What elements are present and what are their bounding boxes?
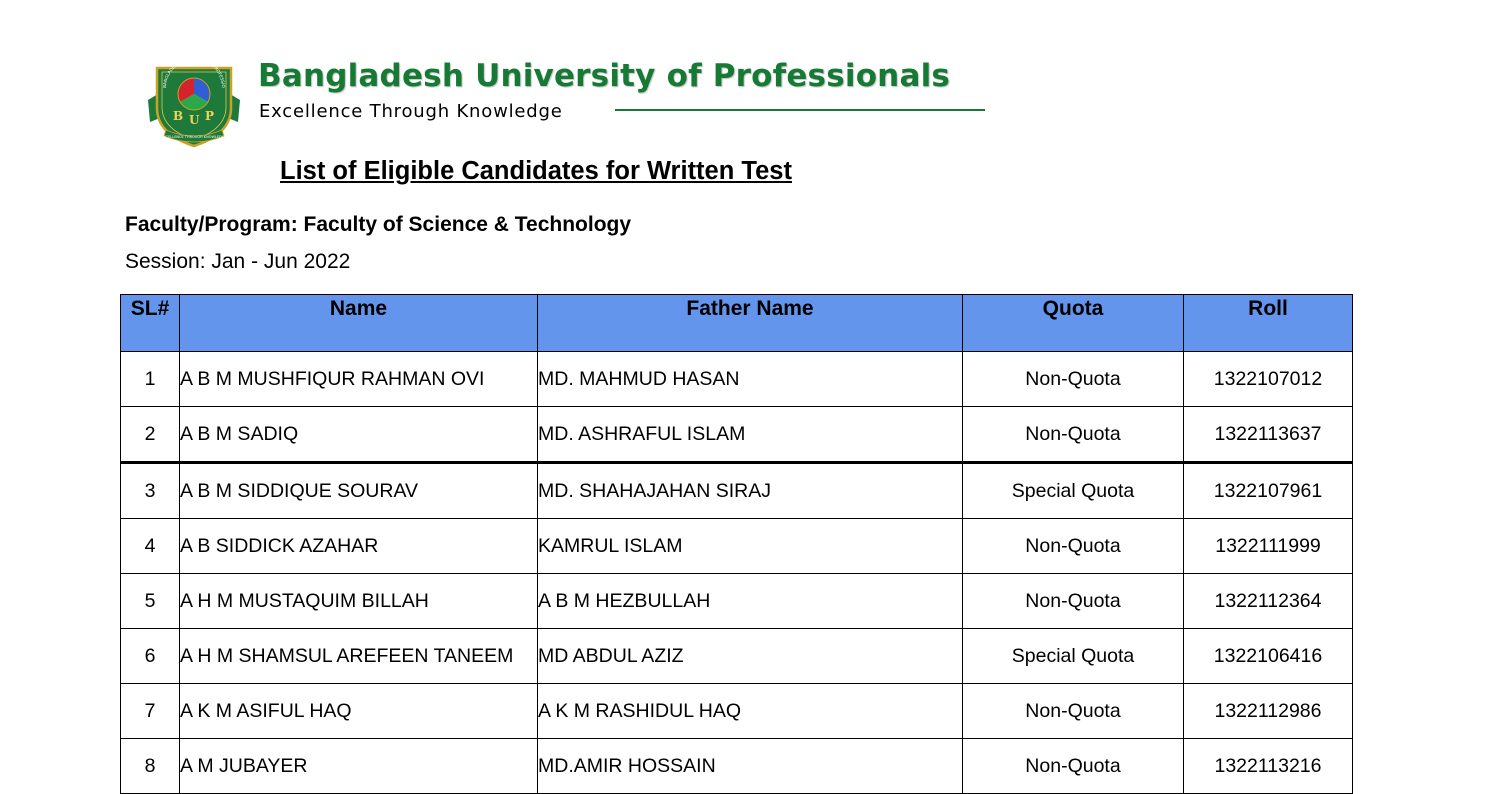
tagline-divider: [615, 109, 985, 111]
table-row: [121, 407, 1353, 463]
cell-roll: 1322113216: [1184, 739, 1353, 794]
cell-roll: 1322107012: [1184, 352, 1353, 407]
table-row: [121, 684, 1353, 739]
table-row: [121, 352, 1353, 407]
cell-quota: Non-Quota: [963, 407, 1184, 463]
cell-name: A B M MUSHFIQUR RAHMAN OVI: [180, 352, 538, 407]
cell-father-name: MD. MAHMUD HASAN: [538, 352, 963, 407]
cell-father-name: MD ABDUL AZIZ: [538, 629, 963, 684]
table-row: [121, 739, 1353, 794]
cell-roll: 1322107961: [1184, 463, 1353, 519]
cell-father-name: MD. ASHRAFUL ISLAM: [538, 407, 963, 463]
table-row: [121, 463, 1353, 519]
cell-roll: 1322112364: [1184, 574, 1353, 629]
cell-father-name: MD.AMIR HOSSAIN: [538, 739, 963, 794]
cell-name: A B M SADIQ: [180, 407, 538, 463]
cell-sl: 7: [121, 684, 180, 739]
cell-quota: Non-Quota: [963, 574, 1184, 629]
cell-sl: 2: [121, 407, 180, 463]
cell-quota: Special Quota: [963, 629, 1184, 684]
table-row: [121, 629, 1353, 684]
cell-father-name: A K M RASHIDUL HAQ: [538, 684, 963, 739]
cell-quota: Special Quota: [963, 463, 1184, 519]
session-info: Session: Jan - Jun 2022: [125, 250, 351, 273]
column-header-quota: Quota: [963, 295, 1184, 352]
cell-quota: Non-Quota: [963, 684, 1184, 739]
cell-quota: Non-Quota: [963, 352, 1184, 407]
cell-name: A H M MUSTAQUIM BILLAH: [180, 574, 538, 629]
cell-name: A H M SHAMSUL AREFEEN TANEEM: [180, 629, 538, 684]
faculty-program: Faculty/Program: Faculty of Science & Technology: [125, 213, 632, 236]
cell-sl: 4: [121, 519, 180, 574]
cell-father-name: MD. SHAHAJAHAN SIRAJ: [538, 463, 963, 519]
cell-sl: 1: [121, 352, 180, 407]
cell-roll: 1322111999: [1184, 519, 1353, 574]
cell-sl: 3: [121, 463, 180, 519]
column-header-sl: SL#: [121, 295, 180, 352]
cell-roll: 1322112986: [1184, 684, 1353, 739]
svg-text:U: U: [189, 113, 200, 127]
cell-name: A M JUBAYER: [180, 739, 538, 794]
cell-name: A B SIDDICK AZAHAR: [180, 519, 538, 574]
cell-father-name: KAMRUL ISLAM: [538, 519, 963, 574]
svg-text:P: P: [205, 109, 215, 123]
svg-text:BANGLADESH UNIVERSITY OF PROFE: BANGLADESH UNIVERSITY OF PROFESSIO: [161, 56, 227, 89]
column-header-name: Name: [180, 295, 538, 352]
cell-sl: 8: [121, 739, 180, 794]
cell-roll: 1322106416: [1184, 629, 1353, 684]
table-header-row: [121, 295, 1353, 352]
bup-crest-icon: [144, 56, 244, 148]
page-title: List of Eligible Candidates for Written Test: [280, 157, 792, 185]
column-header-roll: Roll: [1184, 295, 1353, 352]
svg-text:B: B: [173, 109, 184, 123]
cell-sl: 6: [121, 629, 180, 684]
cell-roll: 1322113637: [1184, 407, 1353, 463]
cell-quota: Non-Quota: [963, 519, 1184, 574]
candidates-table: [120, 294, 1353, 794]
table-row: [121, 574, 1353, 629]
table-row: [121, 519, 1353, 574]
svg-text:EXCELLENCE THROUGH KNOWLEDGE: EXCELLENCE THROUGH KNOWLEDGE: [161, 135, 227, 139]
column-header-father-name: Father Name: [538, 295, 963, 352]
cell-name: A K M ASIFUL HAQ: [180, 684, 538, 739]
cell-sl: 5: [121, 574, 180, 629]
university-tagline: Excellence Through Knowledge: [259, 101, 563, 122]
university-name: Bangladesh University of Professionals: [258, 58, 951, 94]
cell-father-name: A B M HEZBULLAH: [538, 574, 963, 629]
cell-name: A B M SIDDIQUE SOURAV: [180, 463, 538, 519]
cell-quota: Non-Quota: [963, 739, 1184, 794]
